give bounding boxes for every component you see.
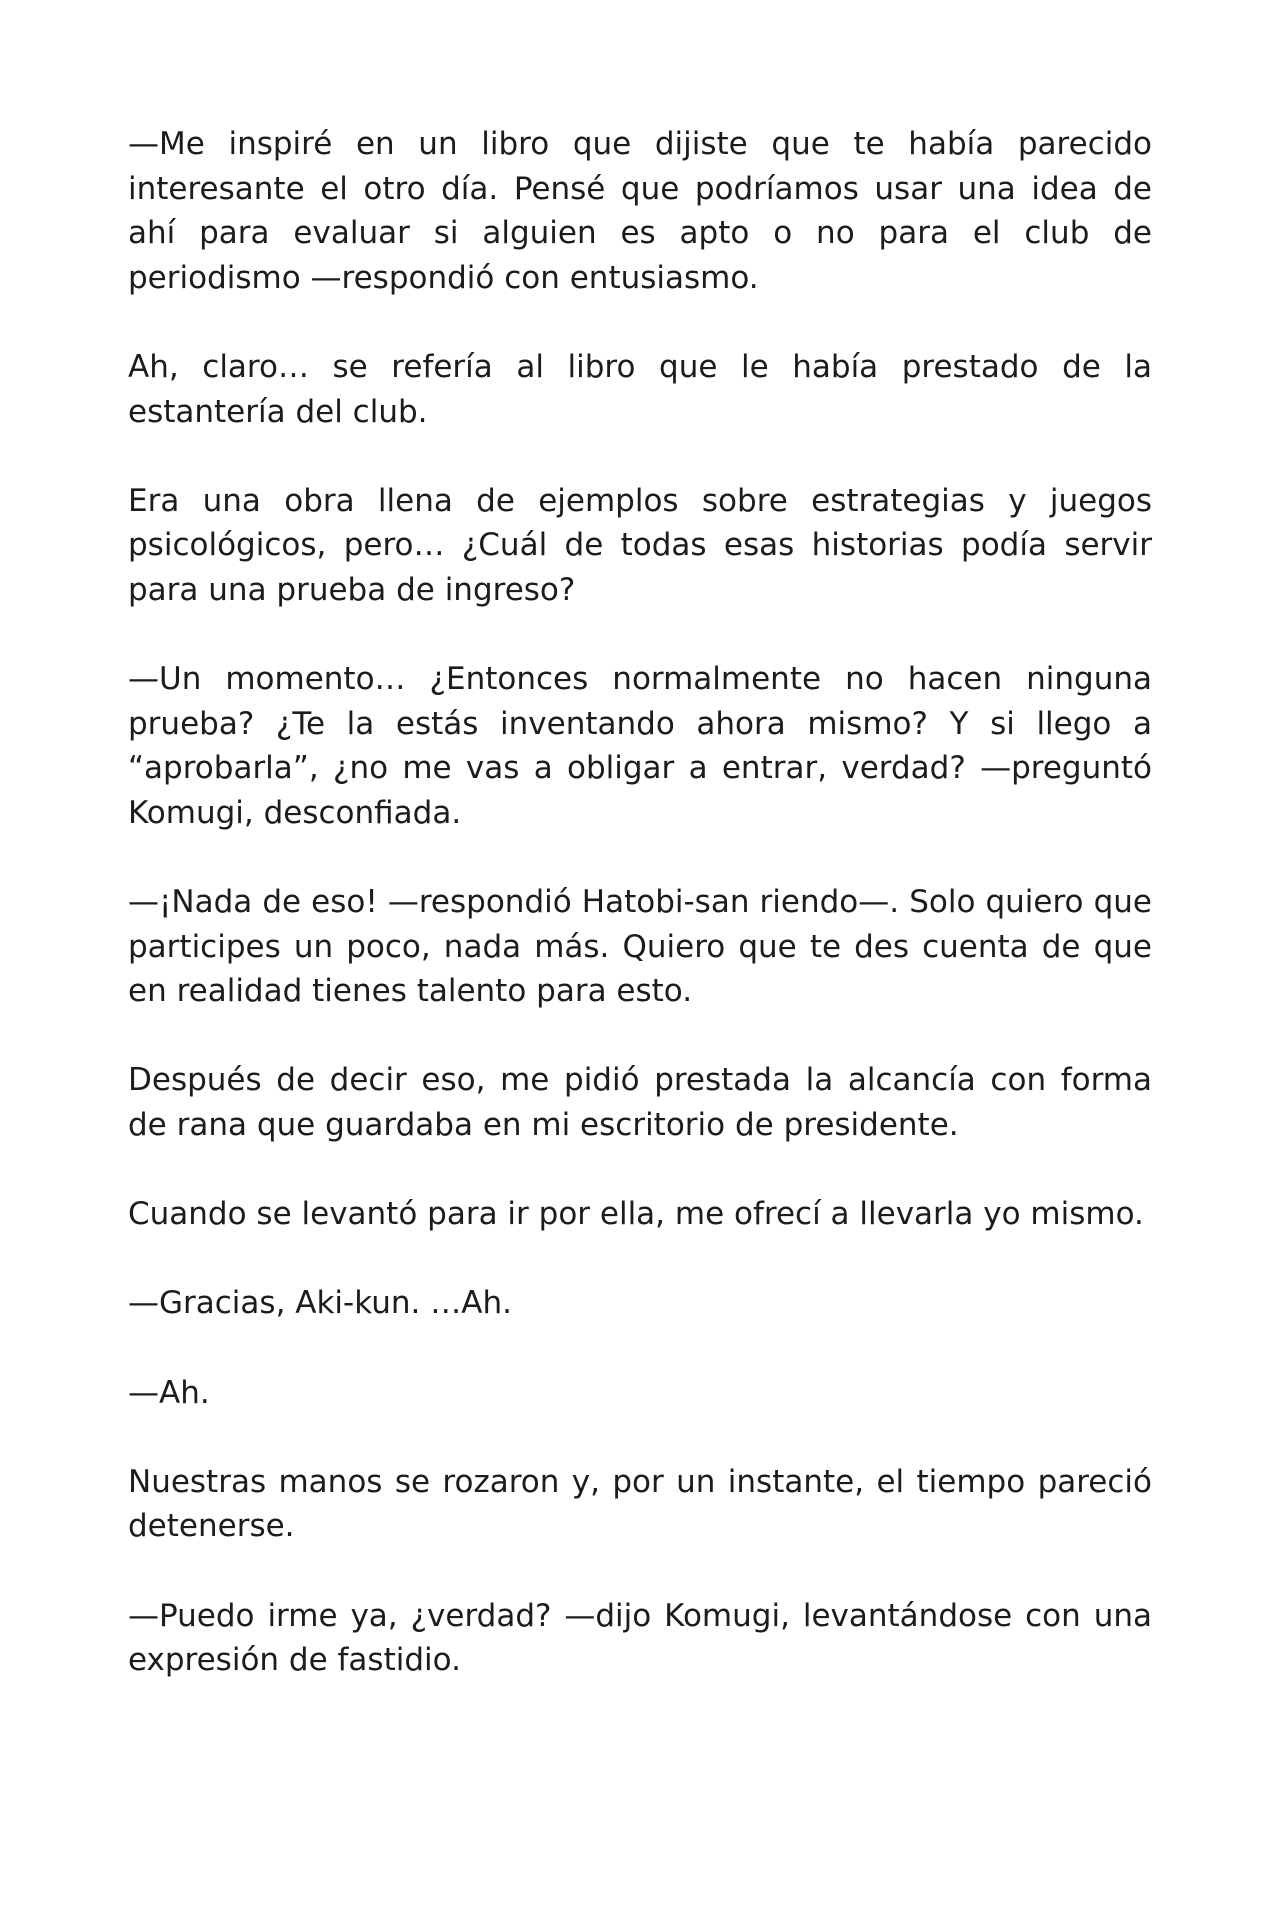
- paragraph: —¡Nada de eso! —respondió Hatobi-san riendo—. Solo quiero que participes un poco, nada más. Quiero que te des cuenta de que en realidad tienes talento para esto.: [128, 884, 1152, 1010]
- paragraph: —Puedo irme ya, ¿verdad? —dijo Komugi, levantándose con una expresión de fastidio.: [128, 1597, 1152, 1679]
- paragraph: —Un momento… ¿Entonces normalmente no hacen ninguna prueba? ¿Te la estás inventando ahora mismo? Y si llego a “aprobarla”, ¿no me vas a obligar a entrar, verdad? —preguntó Komugi, desconfiada.: [128, 661, 1152, 831]
- paragraph: Nuestras manos se rozaron y, por un instante, el tiempo pareció detenerse.: [128, 1463, 1152, 1545]
- paragraph: —Gracias, Aki-kun. …Ah.: [128, 1285, 512, 1322]
- paragraph: Cuando se levantó para ir por ella, me ofrecí a llevarla yo mismo.: [128, 1196, 1144, 1233]
- paragraph: Después de decir eso, me pidió prestada la alcancía con forma de rana que guardaba en mi escritorio de presidente.: [128, 1062, 1152, 1144]
- paragraph: —Me inspiré en un libro que dijiste que te había parecido interesante el otro día. Pensé que podríamos usar una idea de ahí para evaluar si alguien es apto o no para el club de periodismo —respondió con entusiasmo.: [128, 126, 1152, 296]
- paragraph: —Ah.: [128, 1374, 210, 1411]
- paragraph: Era una obra llena de ejemplos sobre estrategias y juegos psicológicos, pero… ¿Cuál de todas esas historias podía servir para una prueba de ingreso?: [128, 482, 1152, 608]
- paragraph: Ah, claro… se refería al libro que le había prestado de la estantería del club.: [128, 348, 1152, 430]
- document-page: [128, 122, 1152, 1683]
